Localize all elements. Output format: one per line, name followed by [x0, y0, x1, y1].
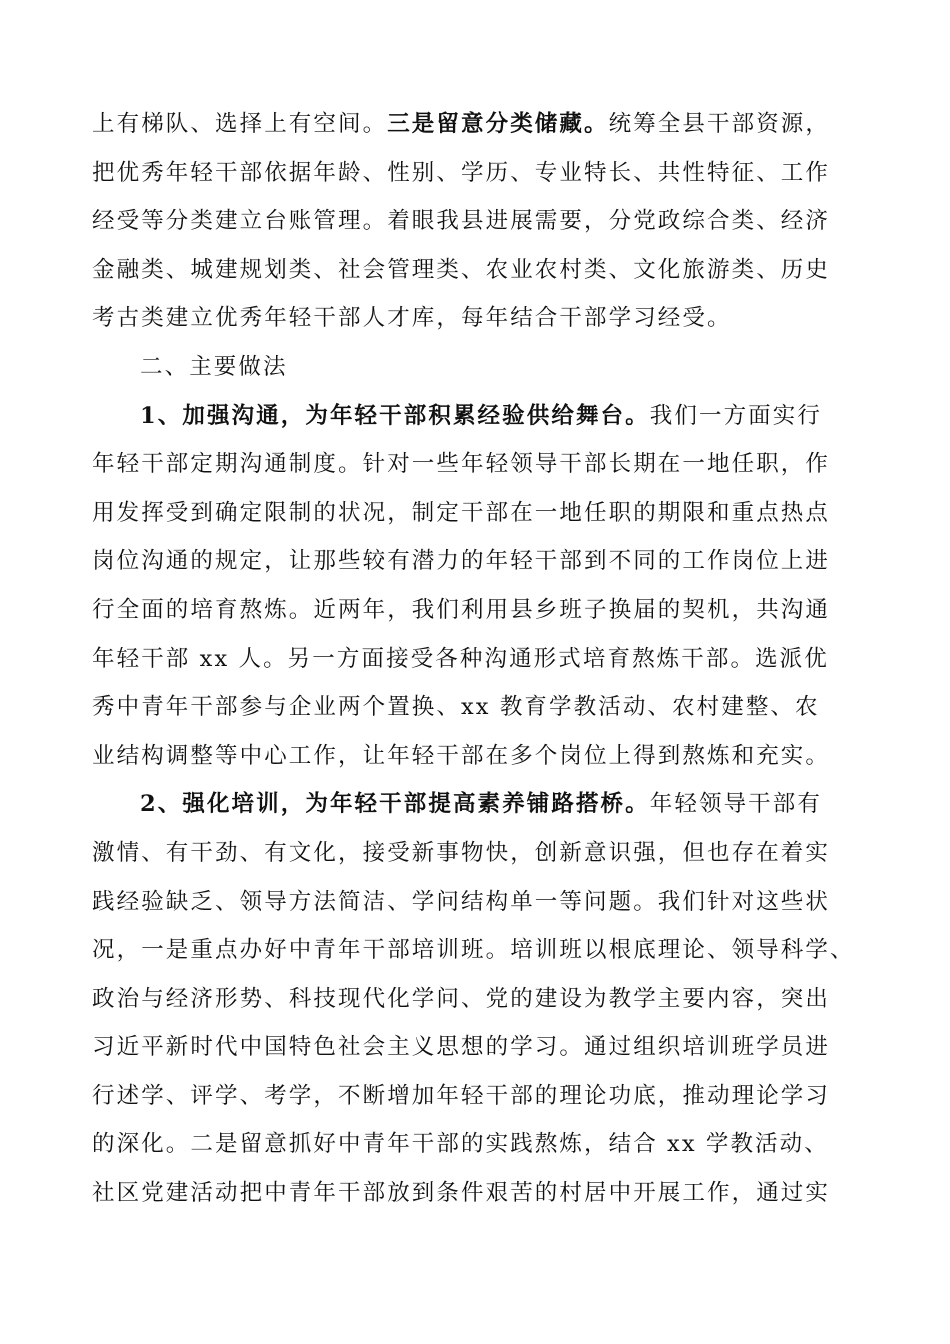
line-text: 行述学、评学、考学，不断增加年轻干部的理论功底，推动理论学习 [92, 1082, 831, 1109]
line-text: 习近平新时代中国特色社会主义思想的学习。通过组织培训班学员进 [92, 1034, 831, 1061]
line-text: 行全面的培育熬炼。近两年，我们利用县乡班子换届的契机，共沟通 [92, 596, 831, 623]
text-line [92, 732, 867, 781]
bold-heading: 2、强化培训，为年轻干部提高素养铺路搭桥。 [140, 791, 650, 818]
text-line [92, 537, 867, 586]
text-line [92, 1072, 867, 1121]
line-text: 况，一是重点办好中青年干部培训班。培训班以根底理论、领导科学、 [92, 937, 855, 964]
text-line [92, 1023, 867, 1072]
line-text: 的深化。二是留意抓好中青年干部的实践熬炼，结合 xx 学教活动、 [92, 1131, 829, 1158]
line-text: 激情、有干劲、有文化，接受新事物快，创新意识强，但也存在着实 [92, 839, 831, 866]
line-text: 秀中青年干部参与企业两个置换、xx 教育学教活动、农村建整、农 [92, 694, 820, 721]
text-line [92, 780, 867, 829]
line-text: 年轻干部定期沟通制度。针对一些年轻领导干部长期在一地任职，作 [92, 451, 831, 478]
line-text: 年轻干部 xx 人。另一方面接受各种沟通形式培育熬炼干部。选派优 [92, 645, 829, 672]
document-body [92, 100, 867, 1218]
text-line [92, 975, 867, 1024]
text-line [92, 878, 867, 927]
line-text: 政治与经济形势、科技现代化学问、党的建设为教学主要内容，突出 [92, 985, 831, 1012]
line-text: 统筹全县干部资源， [608, 111, 831, 137]
text-line [92, 829, 867, 878]
text-line [92, 489, 867, 538]
section-heading [92, 343, 867, 392]
section-heading-text: 二、主要做法 [140, 353, 288, 380]
text-line [92, 392, 867, 441]
text-line [92, 683, 867, 732]
text-line [92, 440, 867, 489]
text-line [92, 294, 867, 343]
text-line [92, 246, 867, 295]
line-text: 社区党建活动把中青年干部放到条件艰苦的村居中开展工作，通过实 [92, 1180, 831, 1207]
line-text: 我们一方面实行 [649, 402, 822, 429]
line-text: 业结构调整等中心工作，让年轻干部在多个岗位上得到熬炼和充实。 [92, 742, 831, 769]
line-text: 把优秀年轻干部依据年龄、性别、学历、专业特长、共性特征、工作 [92, 159, 831, 186]
line-text: 用发挥受到确定限制的状况，制定干部在一地任职的期限和重点热点 [92, 499, 831, 526]
line-text: 岗位沟通的规定，让那些较有潜力的年轻干部到不同的工作岗位上进 [92, 548, 831, 575]
text-line [92, 926, 867, 975]
text-line [92, 635, 867, 684]
bold-heading: 1、加强沟通，为年轻干部积累经验供给舞台。 [140, 402, 650, 429]
text-line [92, 586, 867, 635]
text-line [92, 197, 867, 246]
line-text: 年轻领导干部有 [649, 791, 822, 818]
text-line [92, 100, 867, 149]
line-text: 践经验缺乏、领导方法简洁、学问结构单一等问题。我们针对这些状 [92, 888, 831, 915]
text-line [92, 149, 867, 198]
line-text: 考古类建立优秀年轻干部人才库，每年结合干部学习经受。 [92, 305, 732, 332]
line-text: 经受等分类建立台账管理。着眼我县进展需要，分党政综合类、经济 [92, 208, 831, 235]
text-line [92, 1120, 867, 1169]
line-text: 上有梯队、选择上有空间。 [92, 111, 388, 137]
line-text: 金融类、城建规划类、社会管理类、农业农村类、文化旅游类、历史 [92, 256, 831, 283]
bold-heading: 三是留意分类储藏。 [387, 111, 609, 137]
text-line [92, 1169, 867, 1218]
